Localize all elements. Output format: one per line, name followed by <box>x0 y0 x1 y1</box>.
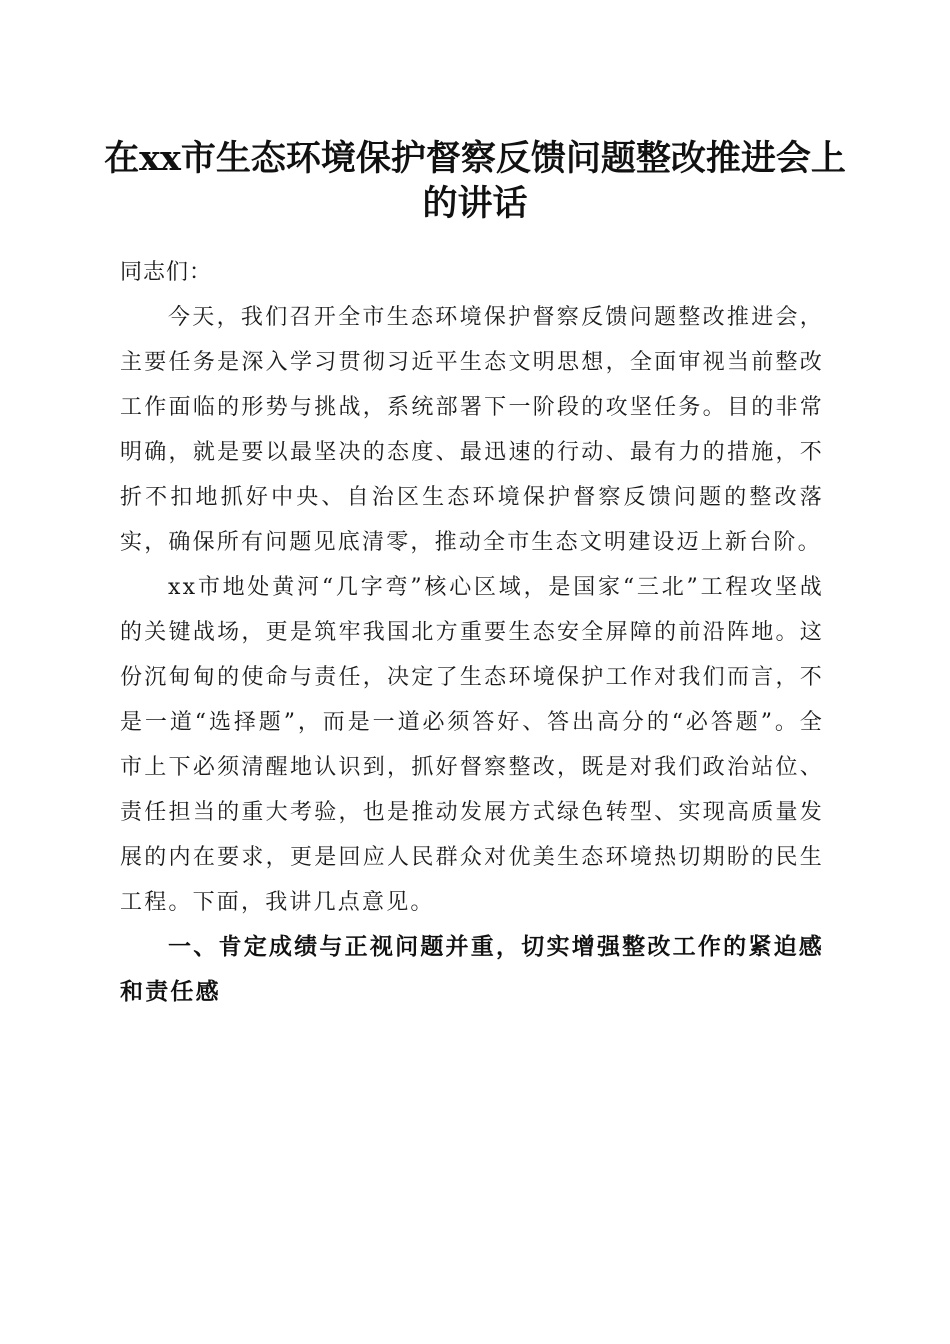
document-body <box>120 250 824 1015</box>
document-title: 在xx市生态环境保护督察反馈问题整改推进会上的讲话 <box>104 138 846 224</box>
body-paragraph: 今天，我们召开全市生态环境保护督察反馈问题整改推进会，主要任务是深入学习贯彻习近平生态文明思想，全面审视当前整改工作面临的形势与挑战，系统部署下一阶段的攻坚任务。目的非常明确，就是要以最坚决的态度、最迅速的行动、最有力的措施，不折不扣地抓好中央、自治区生态环境保护督察反馈问题的整改落实，确保所有问题见底清零，推动全市生态文明建设迈上新台阶。 <box>120 305 824 555</box>
body-paragraph: xx市地处黄河“几字弯”核心区域，是国家“三北”工程攻坚战的关键战场，更是筑牢我国北方重要生态安全屏障的前沿阵地。这份沉甸甸的使命与责任，决定了生态环境保护工作对我们而言，不是一道“选择题”，而是一道必须答好、答出高分的“必答题”。全市上下必须清醒地认识到，抓好督察整改，既是对我们政治站位、责任担当的重大考验，也是推动发展方式绿色转型、实现高质量发展的内在要求，更是回应人民群众对优美生态环境热切期盼的民生工程。下面，我讲几点意见。 <box>120 575 824 915</box>
section-heading: 一、肯定成绩与正视问题并重，切实增强整改工作的紧迫感和责任感 <box>120 934 824 1005</box>
salutation: 同志们： <box>120 260 213 285</box>
